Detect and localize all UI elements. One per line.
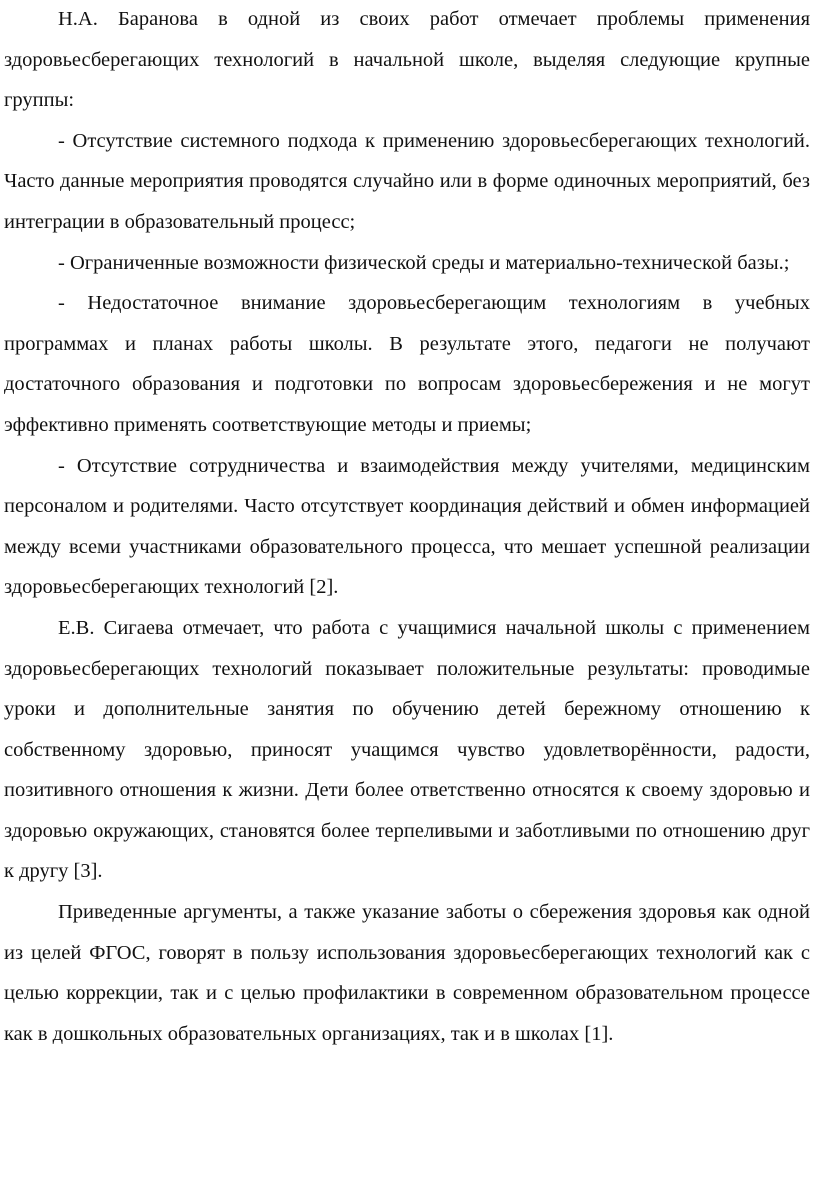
paragraph-sigaeva: Е.В. Сигаева отмечает, что работа с учащимися начальной школы с применением здоровьесберегающих технологий показывает положительные результаты: проводимые уроки и дополнительные занятия по обучению детей бережному отношению к собственному здоровью, приносят учащимся чувство удовлетворённости, радости, позитивного отношения к жизни. Дети более ответственно относятся к своему здоровью и здоровью окружающих, становятся более терпеливыми и заботливыми по отношению друг к другу [3]. [4,616,810,883]
paragraph-list-item-physical-environment: - Ограниченные возможности физической среды и материально-технической базы.; [58,251,790,274]
paragraph-list-item-cooperation: - Отсутствие сотрудничества и взаимодействия между учителями, медицинским персоналом и родителями. Часто отсутствует координация действий и обмен информацией между всеми участниками образовательного процесса, что мешает успешной реализации здоровьесберегающих технологий [2]. [4,454,810,599]
document-body [4,0,810,1054]
paragraph-list-item-systemic-approach: - Отсутствие системного подхода к применению здоровьесберегающих технологий. Часто данные мероприятия проводятся случайно или в форме одиночных мероприятий, без интеграции в образовательный процесс; [4,129,810,233]
paragraph-conclusion: Приведенные аргументы, а также указание заботы о сбережения здоровья как одной из целей ФГОС, говорят в пользу использования здоровьесберегающих технологий как с целью коррекции, так и с целью профилактики в современном образовательном процессе как в дошкольных образовательных организациях, так и в школах [1]. [4,901,810,1045]
paragraph-baranova-intro: Н.А. Баранова в одной из своих работ отмечает проблемы применения здоровьесберегающих технологий в начальной школе, выделяя следующие крупные группы: [4,8,810,112]
paragraph-list-item-curriculum-attention: - Недостаточное внимание здоровьесберегающим технологиям в учебных программах и планах работы школы. В результате этого, педагоги не получают достаточного образования и подготовки по вопросам здоровьесбережения и не могут эффективно применять соответствующие методы и приемы; [4,292,810,436]
